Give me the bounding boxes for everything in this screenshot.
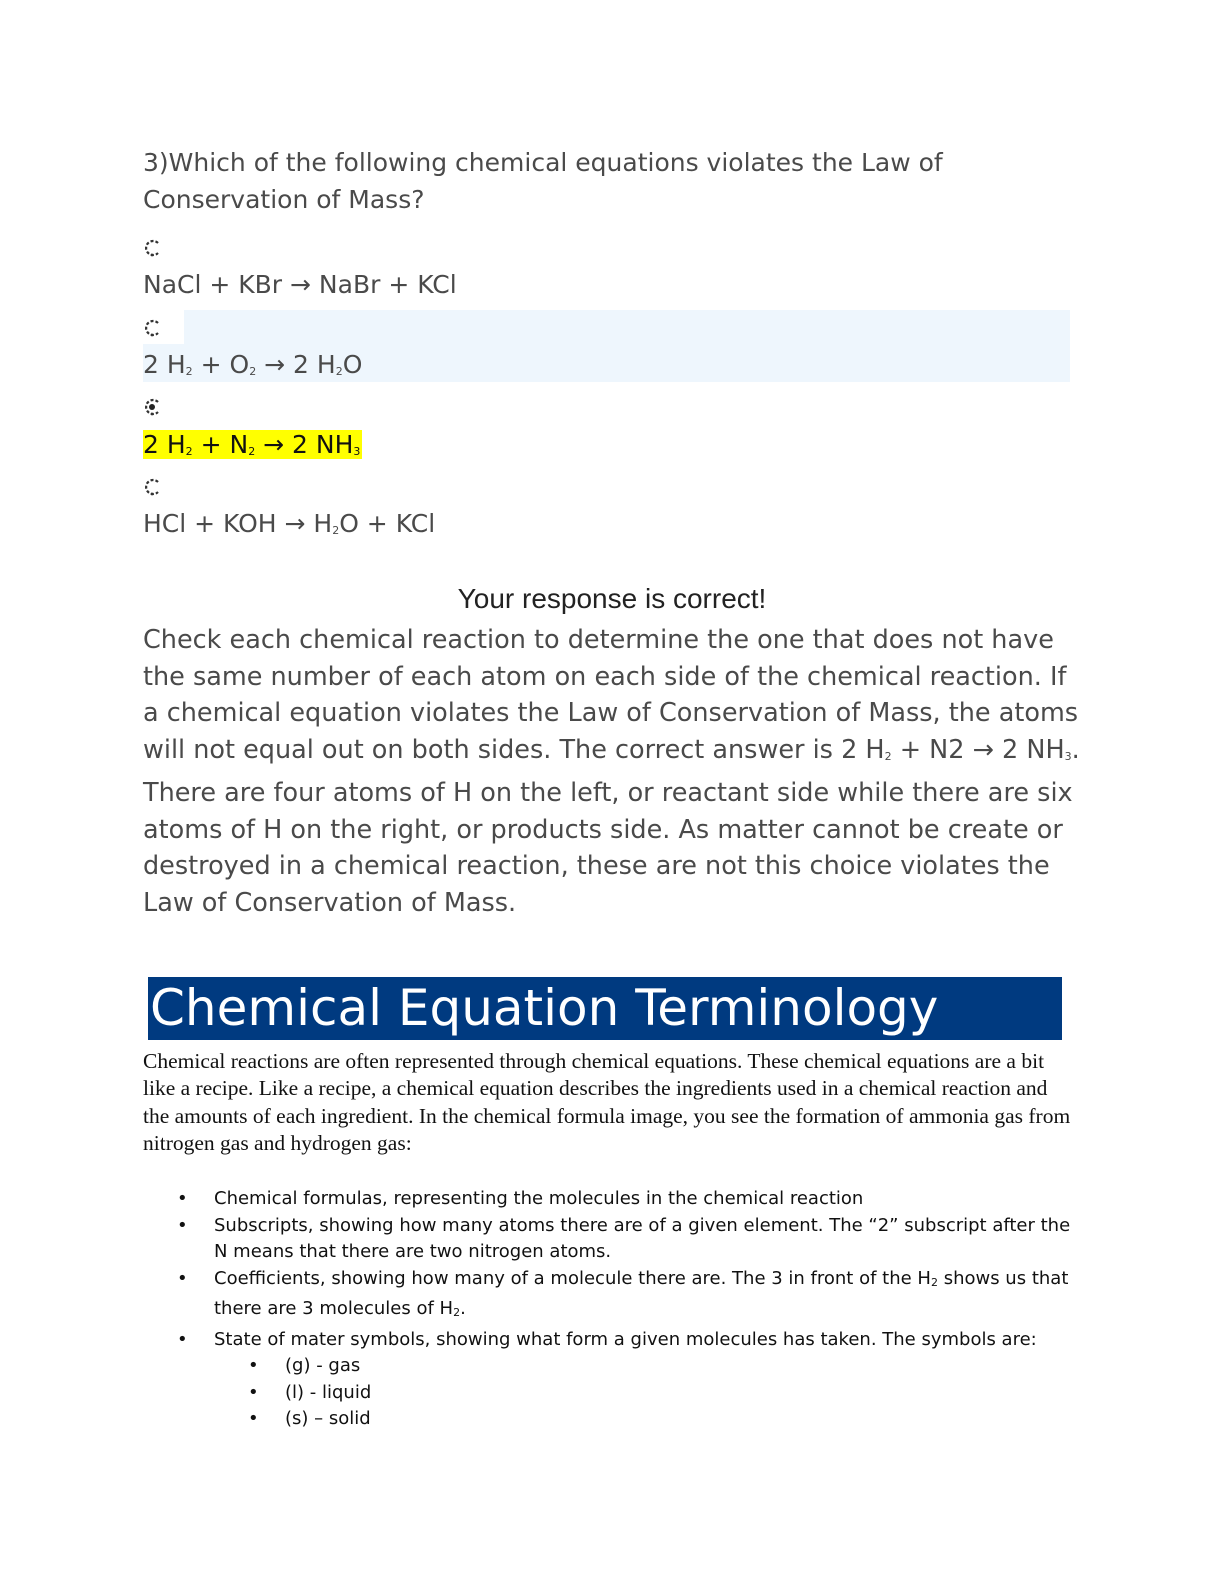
bullet-icon: • [177, 1214, 188, 1236]
list-item: • (s) – solid [214, 1406, 1083, 1433]
option-4-radio[interactable] [143, 476, 163, 498]
bullet-icon: • [177, 1188, 188, 1209]
list-item: • State of mater symbols, showing what form a given molecules has taken. The symbols are: • (g) - gas • (l) - liquid • (s) – solid [143, 1327, 1083, 1433]
list-item: • (g) - gas [214, 1353, 1083, 1380]
option-1-label[interactable]: NaCl + KBr → NaBr + KCl [143, 270, 457, 299]
list-item: • Coefficients, showing how many of a molecule there are. The 3 in front of the $H_2$ shows us that there are 3 molecules of $H_2$. [177, 1267, 1069, 1319]
feedback-explanation: Check each chemical reaction to determine the one that does not have the same number of each atom on each side of the chemical reaction. If a chemical equation violates the Law of Conservation of Mass, the atoms will not equal out on both sides. The correct answer is 2 $H_2 + N2 \to 2$ $NH_3$. There are four atoms of H on the left, or reactant side while there are six atoms of H on the right, or products side. As matter cannot be create or destroyed in a chemical reaction, these are not this choice violates the Law of Conservation of Mass. [143, 625, 1080, 918]
list-item: • (l) - liquid [214, 1380, 1083, 1407]
state-symbols-list [214, 1353, 1083, 1433]
list-item: • Chemical formulas, representing the molecules in the chemical reaction [143, 1186, 1083, 1213]
list-item: • Subscripts, showing how many atoms there are of a given element. The “2” subscript after the N means that there are two nitrogen atoms. [177, 1214, 1071, 1262]
option-3-label[interactable]: 2 $H_2 + N_2 \to 2$ $NH_3$ [143, 430, 361, 459]
bullet-icon: • [248, 1355, 259, 1376]
question-text: 3)Which of the following chemical equations violates the Law of Conservation of Mass? [143, 148, 943, 214]
feedback-title: Your response is correct! [457, 583, 767, 614]
option-4-label[interactable]: HCl + KOH → $H_2O$ + KCl [143, 509, 436, 538]
option-1-radio[interactable] [143, 237, 163, 259]
bullet-icon: • [248, 1408, 259, 1429]
bullet-icon: • [177, 1267, 188, 1289]
section-heading: Chemical Equation Terminology [150, 979, 939, 1037]
option-2-radio[interactable] [143, 317, 163, 339]
terminology-list [143, 1186, 1083, 1433]
option-2-label[interactable]: 2 $H_2 + O_2 \to 2$ $H_2O$ [143, 350, 363, 379]
section-paragraph: Chemical reactions are often represented through chemical equations. These chemical equations are a bit like a recipe. Like a recipe, a chemical equation describes the ingredients used in a chemical reaction and the amounts of each ingredient. In the chemical formula image, you see the formation of ammonia gas from nitrogen gas and hydrogen gas: [143, 1049, 1071, 1155]
option-3-radio-selected[interactable] [143, 396, 163, 418]
bullet-icon: • [177, 1328, 188, 1350]
bullet-icon: • [248, 1381, 259, 1403]
